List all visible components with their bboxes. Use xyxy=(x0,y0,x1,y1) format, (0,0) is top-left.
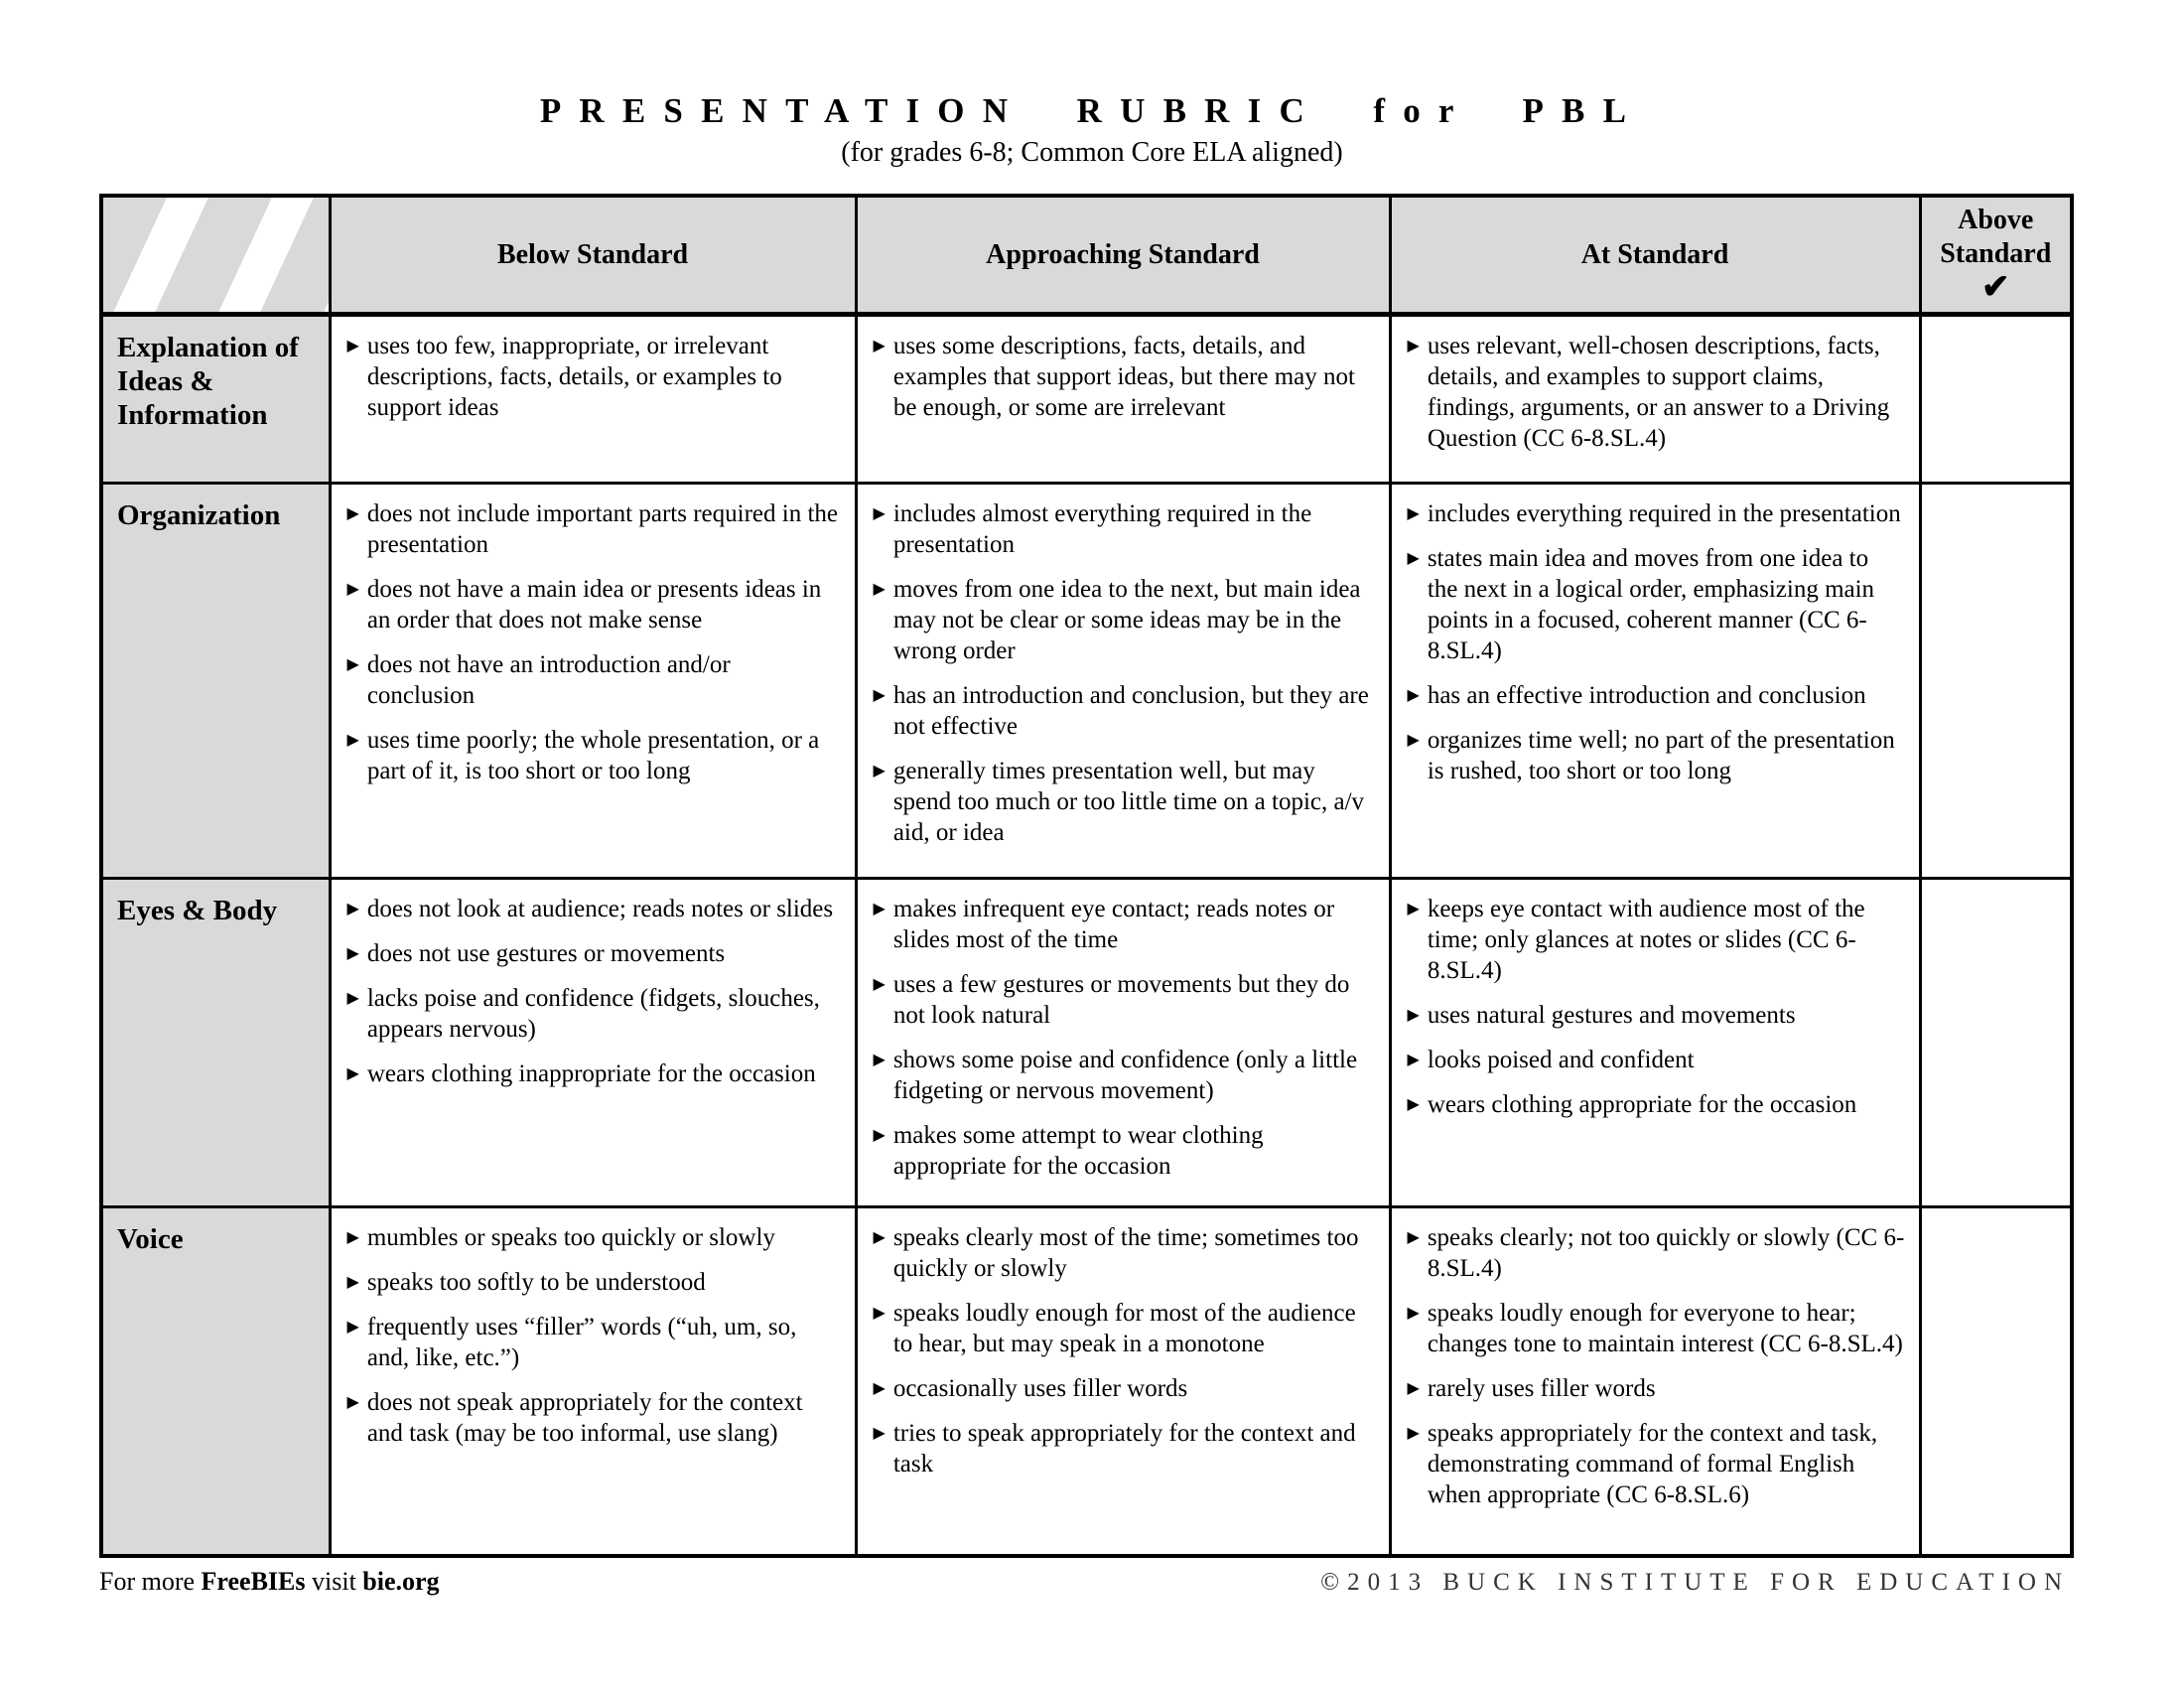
cell-voice-below-standard xyxy=(330,1206,856,1556)
cell-organization-above-standard xyxy=(1920,483,2072,878)
bullet-item xyxy=(874,894,1375,955)
bullet-item xyxy=(1408,1418,1905,1510)
bullet-text: includes almost everything required in the presentation xyxy=(892,499,1312,558)
bullet-triangle-icon: ▶ xyxy=(346,1273,359,1291)
bullet-item xyxy=(874,498,1375,560)
bullet-text: has an introduction and conclusion, but they are not effective xyxy=(892,681,1369,740)
bullet-item xyxy=(347,1312,841,1373)
bullet-text: uses natural gestures and movements xyxy=(1427,1001,1796,1029)
bullet-triangle-icon: ▶ xyxy=(346,1228,359,1246)
bullet-item xyxy=(1408,894,1905,986)
bullet-item xyxy=(1408,1045,1905,1075)
bullet-triangle-icon: ▶ xyxy=(1407,900,1420,917)
bullet-item xyxy=(347,1058,841,1089)
bullet-text: frequently uses “filler” words (“uh, um, so, and, like, etc.”) xyxy=(366,1313,797,1371)
bullet-item xyxy=(347,574,841,635)
bullet-text: speaks appropriately for the context and task, demonstrating command of formal English when appropriate (CC 6-8.SL.6) xyxy=(1427,1419,1878,1508)
bullet-triangle-icon: ▶ xyxy=(346,337,359,354)
bullet-item xyxy=(347,1387,841,1449)
bullet-text: rarely uses filler words xyxy=(1427,1374,1656,1402)
bullet-item xyxy=(1408,498,1905,529)
cell-voice-above-standard xyxy=(1920,1206,2072,1556)
page-title: PRESENTATION RUBRIC for PBL xyxy=(539,91,1645,130)
bullet-item xyxy=(874,680,1375,742)
cell-voice-approaching-standard xyxy=(856,1206,1390,1556)
bullet-item xyxy=(1408,1222,1905,1284)
bullet-triangle-icon: ▶ xyxy=(1407,1424,1420,1442)
row-header-organization: Organization xyxy=(101,483,330,878)
column-header-approaching-standard: Approaching Standard xyxy=(856,196,1390,314)
bullet-text: uses time poorly; the whole presentation, or a part of it, is too short or too long xyxy=(366,726,820,784)
bullet-item xyxy=(874,574,1375,666)
bullet-item xyxy=(874,1222,1375,1284)
bullet-text: has an effective introduction and conclusion xyxy=(1427,681,1866,709)
column-header-above-standard xyxy=(1920,196,2072,314)
bullet-triangle-icon: ▶ xyxy=(1407,337,1420,354)
cell-eyes-body-at-standard xyxy=(1390,878,1920,1206)
bullet-text: generally times presentation well, but may spend too much or too little time on a topic, a/v aid, or idea xyxy=(892,757,1365,846)
footer-bie-org: bie.org xyxy=(362,1567,440,1596)
bullet-triangle-icon: ▶ xyxy=(1407,504,1420,522)
bullet-item xyxy=(874,1045,1375,1106)
bullet-triangle-icon: ▶ xyxy=(873,337,886,354)
row-header-eyes-body: Eyes & Body xyxy=(101,878,330,1206)
cell-explanation-of-ideas-information-approaching-standard xyxy=(856,314,1390,483)
row-header-explanation-of-ideas-information: Explanation of Ideas & Information xyxy=(101,314,330,483)
rubric-row-explanation-of-ideas-information xyxy=(101,314,2072,483)
bullet-triangle-icon: ▶ xyxy=(873,975,886,993)
bullet-triangle-icon: ▶ xyxy=(346,944,359,962)
bullet-item xyxy=(347,498,841,560)
bullet-text: uses too few, inappropriate, or irrelevant descriptions, facts, details, or examples to support ideas xyxy=(366,332,782,421)
bullet-item xyxy=(1408,1298,1905,1359)
footer-text: For more xyxy=(99,1567,202,1596)
bullet-triangle-icon: ▶ xyxy=(873,1051,886,1068)
bullet-item xyxy=(874,1298,1375,1359)
bullet-item xyxy=(1408,1089,1905,1120)
bullet-triangle-icon: ▶ xyxy=(873,1424,886,1442)
bullet-text: uses a few gestures or movements but they do not look natural xyxy=(892,970,1350,1029)
rubric-row-organization xyxy=(101,483,2072,878)
bullet-triangle-icon: ▶ xyxy=(346,1064,359,1082)
bullet-text: looks poised and confident xyxy=(1427,1046,1695,1073)
bullet-item xyxy=(347,983,841,1045)
bullet-triangle-icon: ▶ xyxy=(1407,1095,1420,1113)
bullet-item xyxy=(347,649,841,711)
bullet-text: does not have an introduction and/or conclusion xyxy=(366,650,731,709)
bullet-triangle-icon: ▶ xyxy=(346,580,359,598)
bullet-text: lacks poise and confidence (fidgets, slouches, appears nervous) xyxy=(366,984,820,1043)
footer-copyright: ©2013 BUCK INSTITUTE FOR EDUCATION xyxy=(1320,1569,2070,1596)
bullet-triangle-icon: ▶ xyxy=(1407,731,1420,749)
bullet-text: does not speak appropriately for the context and task (may be too informal, use slang) xyxy=(366,1388,803,1447)
bullet-text: speaks too softly to be understood xyxy=(366,1268,706,1296)
bullet-item xyxy=(347,938,841,969)
bullet-triangle-icon: ▶ xyxy=(1407,1304,1420,1322)
rubric-row-voice xyxy=(101,1206,2072,1556)
bullet-text: makes infrequent eye contact; reads notes or slides most of the time xyxy=(892,895,1335,953)
bullet-item xyxy=(874,1120,1375,1182)
bullet-item xyxy=(347,725,841,786)
bullet-triangle-icon: ▶ xyxy=(873,762,886,779)
footer-text: visit xyxy=(305,1567,363,1596)
bullet-triangle-icon: ▶ xyxy=(1407,549,1420,567)
bullet-item xyxy=(1408,1000,1905,1031)
bullet-text: includes everything required in the presentation xyxy=(1427,499,1901,527)
bullet-text: wears clothing appropriate for the occasion xyxy=(1427,1090,1857,1118)
bullet-triangle-icon: ▶ xyxy=(873,580,886,598)
bullet-text: states main idea and moves from one idea to the next in a logical order, emphasizing main points in a focused, coherent manner (CC 6-8.SL.4) xyxy=(1427,544,1875,664)
bullet-triangle-icon: ▶ xyxy=(1407,1379,1420,1397)
bullet-item xyxy=(874,331,1375,423)
bullet-text: wears clothing inappropriate for the occasion xyxy=(366,1059,816,1087)
bullet-item xyxy=(874,756,1375,848)
bullet-text: makes some attempt to wear clothing appropriate for the occasion xyxy=(892,1121,1264,1180)
bullet-text: mumbles or speaks too quickly or slowly xyxy=(366,1223,775,1251)
bullet-text: speaks loudly enough for everyone to hear; changes tone to maintain interest (CC 6-8.SL.4) xyxy=(1427,1299,1903,1357)
bullet-triangle-icon: ▶ xyxy=(873,1304,886,1322)
bullet-item xyxy=(1408,1373,1905,1404)
column-header-at-standard: At Standard xyxy=(1390,196,1920,314)
bullet-text: tries to speak appropriately for the context and task xyxy=(892,1419,1356,1477)
bullet-item xyxy=(874,1373,1375,1404)
bullet-text: organizes time well; no part of the presentation is rushed, too short or too long xyxy=(1427,726,1895,784)
bullet-triangle-icon: ▶ xyxy=(346,989,359,1007)
bullet-item xyxy=(1408,543,1905,666)
bullet-item xyxy=(874,969,1375,1031)
bullet-item xyxy=(347,331,841,423)
row-header-voice: Voice xyxy=(101,1206,330,1556)
bullet-text: speaks clearly; not too quickly or slowly (CC 6-8.SL.4) xyxy=(1427,1223,1905,1282)
bullet-triangle-icon: ▶ xyxy=(346,1393,359,1411)
bullet-text: does not include important parts required in the presentation xyxy=(366,499,838,558)
bullet-triangle-icon: ▶ xyxy=(873,1379,886,1397)
bullet-text: uses relevant, well-chosen descriptions, facts, details, and examples to support claims, findings, arguments, or an answer to a Driving Question (CC 6-8.SL.4) xyxy=(1427,332,1890,452)
bullet-text: uses some descriptions, facts, details, and examples that support ideas, but there may not be enough, or some are irrelevant xyxy=(892,332,1355,421)
cell-eyes-body-approaching-standard xyxy=(856,878,1390,1206)
cell-eyes-body-below-standard xyxy=(330,878,856,1206)
bullet-item xyxy=(1408,680,1905,711)
cell-explanation-of-ideas-information-at-standard xyxy=(1390,314,1920,483)
bullet-triangle-icon: ▶ xyxy=(1407,1228,1420,1246)
bullet-triangle-icon: ▶ xyxy=(873,1126,886,1144)
bullet-text: shows some poise and confidence (only a little fidgeting or nervous movement) xyxy=(892,1046,1358,1104)
cell-explanation-of-ideas-information-below-standard xyxy=(330,314,856,483)
bullet-text: speaks loudly enough for most of the audience to hear, but may speak in a monotone xyxy=(892,1299,1356,1357)
bullet-text: keeps eye contact with audience most of the time; only glances at notes or slides (CC 6-8.SL.4) xyxy=(1427,895,1865,984)
header-row xyxy=(101,196,2072,314)
bullet-triangle-icon: ▶ xyxy=(1407,1006,1420,1024)
page-subtitle: (for grades 6-8; Common Core ELA aligned) xyxy=(841,137,1343,168)
checkmark-icon: ✔ xyxy=(1981,269,2010,307)
rubric-table xyxy=(99,194,2074,1558)
bullet-triangle-icon: ▶ xyxy=(346,1318,359,1336)
bullet-triangle-icon: ▶ xyxy=(346,504,359,522)
bullet-item xyxy=(347,1222,841,1253)
above-standard-label: Above Standard xyxy=(1940,205,2052,269)
bullet-triangle-icon: ▶ xyxy=(346,655,359,673)
column-header-below-standard: Below Standard xyxy=(330,196,856,314)
footer-freebies-bold: FreeBIEs xyxy=(201,1567,306,1596)
rubric-row-eyes-body xyxy=(101,878,2072,1206)
bullet-triangle-icon: ▶ xyxy=(1407,1051,1420,1068)
bullet-item xyxy=(1408,725,1905,786)
bullet-text: occasionally uses filler words xyxy=(892,1374,1188,1402)
cell-organization-below-standard xyxy=(330,483,856,878)
cell-eyes-body-above-standard xyxy=(1920,878,2072,1206)
corner-striped-cell xyxy=(101,196,330,314)
bullet-item xyxy=(1408,331,1905,454)
bullet-triangle-icon: ▶ xyxy=(1407,686,1420,704)
cell-voice-at-standard xyxy=(1390,1206,1920,1556)
bullet-text: does not use gestures or movements xyxy=(366,939,726,967)
bullet-triangle-icon: ▶ xyxy=(346,900,359,917)
bullet-triangle-icon: ▶ xyxy=(873,504,886,522)
bullet-triangle-icon: ▶ xyxy=(873,1228,886,1246)
footer-freebies xyxy=(99,1567,440,1597)
bullet-text: does not look at audience; reads notes or slides xyxy=(366,895,834,922)
bullet-triangle-icon: ▶ xyxy=(346,731,359,749)
bullet-item xyxy=(874,1418,1375,1479)
bullet-text: does not have a main idea or presents ideas in an order that does not make sense xyxy=(366,575,822,633)
cell-organization-at-standard xyxy=(1390,483,1920,878)
bullet-item xyxy=(347,1267,841,1298)
rubric-table-body xyxy=(101,314,2072,1556)
bullet-text: moves from one idea to the next, but main idea may not be clear or some ideas may be in the wrong order xyxy=(892,575,1361,664)
cell-explanation-of-ideas-information-above-standard xyxy=(1920,314,2072,483)
bullet-triangle-icon: ▶ xyxy=(873,900,886,917)
bullet-item xyxy=(347,894,841,924)
bullet-text: speaks clearly most of the time; sometimes too quickly or slowly xyxy=(892,1223,1359,1282)
bullet-triangle-icon: ▶ xyxy=(873,686,886,704)
cell-organization-approaching-standard xyxy=(856,483,1390,878)
